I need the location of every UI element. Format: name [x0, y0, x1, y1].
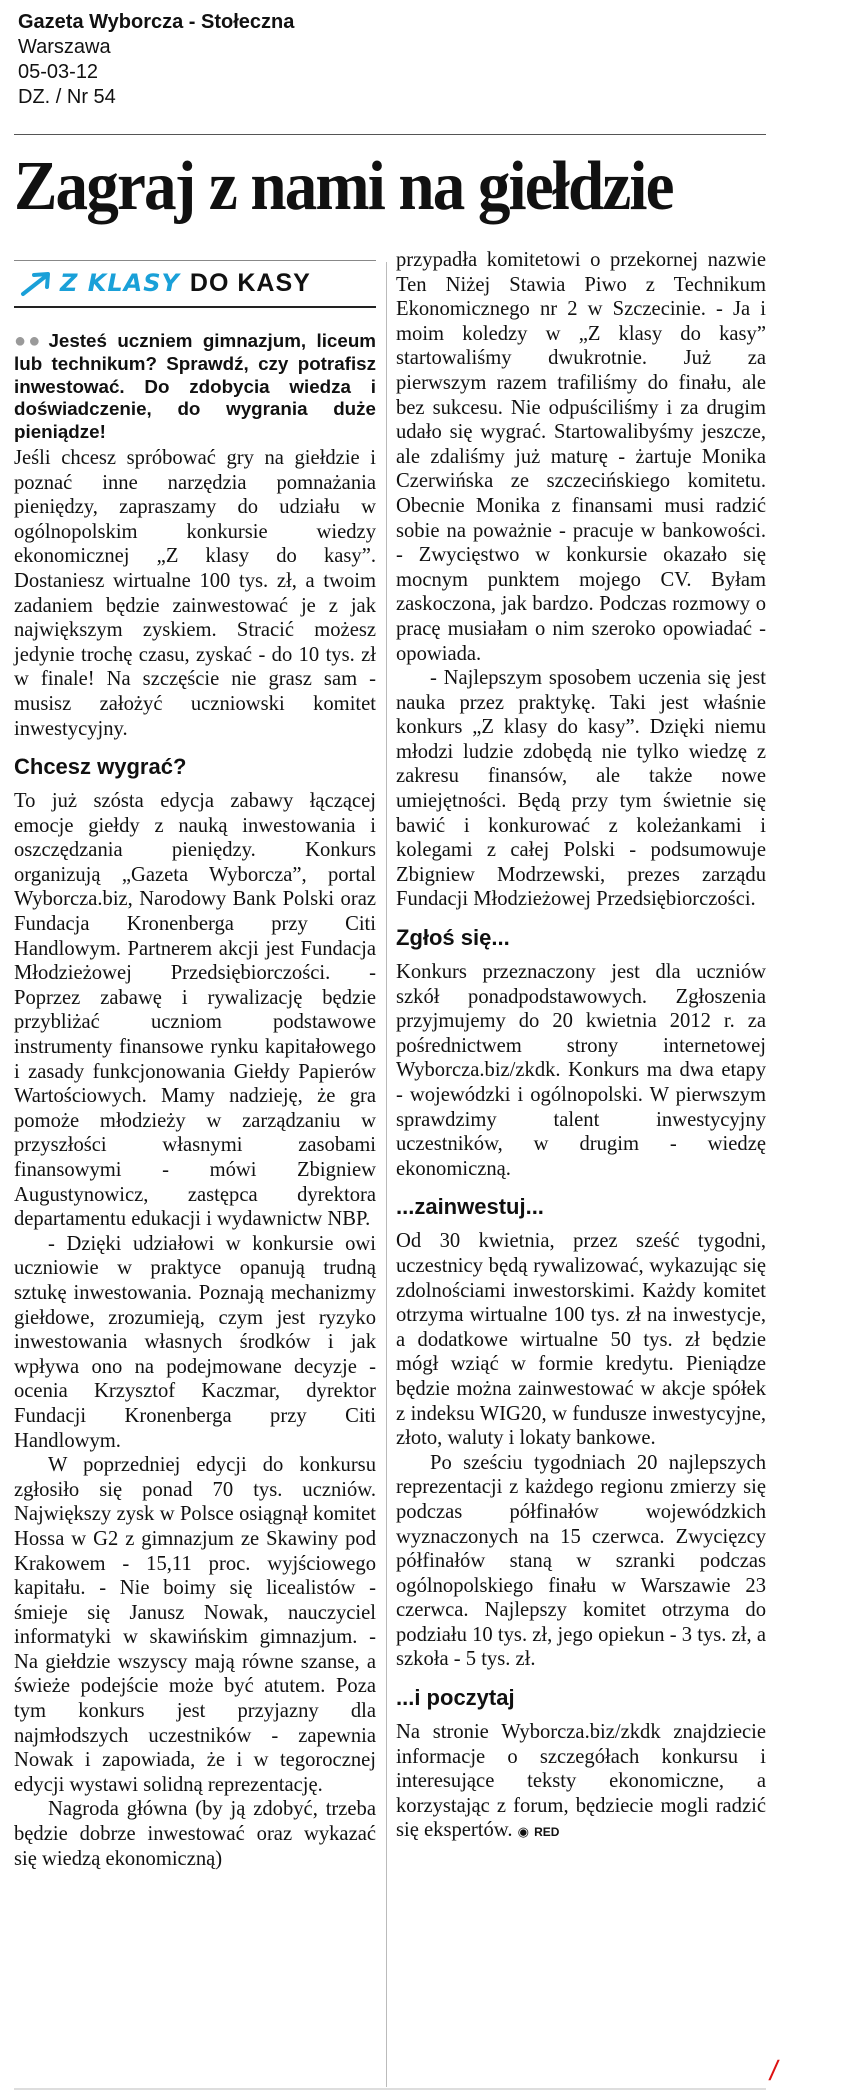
body-paragraph: To już szósta edycja zabawy łączącej emocje giełdy z nauką inwestowania i oszczędzania pieniędzy. Konkurs organizują „Gazeta Wyborcza”, portal Wyborcza.biz, Narodowy Bank Polski oraz Fundacja Kronenberga przy Citi Handlowym. Partnerem akcji jest Fundacja Młodzieżowej Przedsiębiorczości. - Poprzez zabawę i rywalizację będzie przybliżać uczniom podstawowe instrumenty finansowe rynku kapitałowego i zasady funkcjonowania Giełdy Papierów Wartościowych. Mamy nadzieję, że gra pomoże młodzieży w zarządzaniu w przyszłości własnymi zasobami finansowymi - mówi Zbigniew Augustynowicz, zastępca dyrektora departamentu edukacji i wydawnictw NBP. — [14, 790, 376, 1231]
arrow-up-right-icon — [20, 271, 54, 297]
body-paragraph: Konkurs przeznaczony jest dla uczniów szkół ponadpodstawowych. Zgłoszenia przyjmujemy do 20 kwietnia 2012 r. za pośrednictwem strony internetowej Wyborcza.biz/zkdk. Konkurs ma dwa etapy - wojewódzki i ogólnopolski. W pierwszym sprawdzimy talent inwestycyjny uczestników, w drugim - wiedzę ekonomiczną. — [396, 961, 766, 1180]
body-paragraph: Nagroda główna (by ją zdobyć, trzeba będzie dobrze inwestować oraz wykazać się wiedzą ekonomiczną) — [14, 1798, 376, 1870]
subhead-zainwestuj: ...zainwestuj... — [396, 1194, 544, 1220]
subhead-i-poczytaj: ...i poczytaj — [396, 1685, 515, 1711]
subhead-zglos-sie: Zgłoś się... — [396, 925, 510, 951]
publication-date: 05-03-12 — [18, 61, 99, 83]
column-divider — [386, 262, 387, 2087]
intro-paragraph: Jeśli chcesz spróbować gry na giełdzie i poznać inne narzędzia pomnażania pieniędzy, zapraszamy do udziału w ogólnopolskim konkursie wiedzy ekonomicznej „Z klasy do kasy”. Dostaniesz wirtualne 100 tys. zł, a twoim zadaniem będzie zainwestować je z jak największym zyskiem. Stracić możesz jedynie trochę czasu, zyskać - do 10 tys. zł w finale! Na szczęście nie grasz sam - musisz założyć uczniowski komitet inwestycyjny. — [14, 446, 376, 740]
closing-paragraph — [396, 1720, 766, 1845]
publication-city: Warszawa — [18, 36, 111, 58]
masthead — [18, 10, 418, 110]
left-column — [14, 260, 376, 1871]
body-paragraph: - Dzięki udziałowi w konkursie owi uczniowie w praktyce opanują trudną sztukę inwestowania. Poznają mechanizmy giełdowe, zrozumieją, czym jest ryzyko inwestowania własnych środków i jak wpływa ono na podejmowane decyzje - ocenia Krzysztof Kaczmar, dyrektor Fundacji Kronenberga przy Citi Handlowym. — [14, 1232, 376, 1452]
campaign-logo — [14, 260, 376, 308]
masthead-divider — [14, 134, 766, 135]
article-headline: Zagraj z nami na giełdzie — [14, 148, 673, 225]
publication-name: Gazeta Wyborcza - Stołeczna — [18, 11, 295, 33]
lead-text: Jesteś uczniem gimnazjum, liceum lub technikum? Sprawdź, czy potrafisz inwestować. Do zdobycia wiedza i doświadczenie, do wygrania duże pieniądze! — [14, 330, 376, 443]
end-slash-mark: / — [767, 2055, 781, 2086]
signature-dot-icon: ◉ — [517, 1824, 529, 1840]
subhead-chcesz-wygrac: Chcesz wygrać? — [14, 754, 187, 780]
body-paragraph: przypadła komitetowi o przekornej nazwie Ten Niżej Stawia Piwo z Technikum Ekonomicznego nr 2 w Szczecinie. - Ja i moim koledzy w „Z klasy do kasy” startowaliśmy dwukrotnie. Już za pierwszym razem trafiliśmy do finału, ale bez sukcesu. Nie odpuściliśmy i za drugim udało się wygrać. Startowalibyśmy jeszcze, ale zdaliśmy już maturę - żartuje Monika Czerwińska ze szczecińskiego komitetu. Obecnie Monika z finansami musi radzić sobie na poważnie - pracuje w bankowości. - Zwycięstwo w konkursie okazało się mocnym punktem mojego CV. Byłam zaskoczona, jak bardzo. Podczas rozmowy o pracę musiałam o nim szeroko opowiadać - opowiada. — [396, 249, 766, 665]
body-paragraph: Od 30 kwietnia, przez sześć tygodni, uczestnicy będą rywalizować, wykazując się zdolnościami inwestorskimi. Każdy komitet otrzyma wirtualne 100 tys. zł na inwestycje, a dodatkowe wirtualne 50 tys. zł będzie mógł wziąć w formie kredytu. Pieniądze będzie można zainwestować w akcje spółek z indeksu WIG20, w fundusze inwestycyjne, złoto, waluty i lokaty bankowe. — [396, 1230, 766, 1450]
author-signature: RED — [534, 1825, 560, 1840]
right-column — [396, 248, 766, 1845]
article-lead — [14, 330, 376, 444]
logo-bold-text: DO KASY — [189, 269, 311, 298]
closing-text: Na stronie Wyborcza.biz/zkdk znajdziecie informacje o szczegółach konkursu i interesujące teksty ekonomiczne, a korzystając z forum, będziecie mogli radzić się ekspertów. — [396, 1721, 766, 1842]
lead-dots-icon: ●● — [14, 330, 43, 352]
body-paragraph: Po sześciu tygodniach 20 najlepszych reprezentacji z każdego regionu zmierzy się podczas półfinałów wojewódzkich wyznaczonych na 15 czerwca. Zwycięzcy półfinałów staną w szranki podczas ogólnopolskiego finału w Warszawie 23 czerwca. Najlepszy komitet otrzyma do podziału 10 tys. zł, jego opiekun - 3 tys. zł, a szkoła - 5 tys. zł. — [396, 1451, 766, 1671]
bottom-border — [14, 2088, 766, 2090]
body-paragraph: - Najlepszym sposobem uczenia się jest nauka przez praktykę. Taki jest właśnie konkurs „Z klasy do kasy”. Dzięki niemu młodzi ludzie zdobędą nie tylko wiedzę z zakresu finansów, ale także nowe umiejętności. Będą przy tym świetnie się bawić i konkurować z koleżankami i kolegami z całej Polski - podsumowuje Zbigniew Modrzewski, prezes zarządu Fundacji Młodzieżowej Przedsiębiorczości. — [396, 667, 766, 911]
logo-script-text: Z KLASY — [60, 269, 180, 298]
issue-number: DZ. / Nr 54 — [18, 86, 116, 108]
body-paragraph: W poprzedniej edycji do konkursu zgłosiło się ponad 70 tys. uczniów. Największy zysk w Polsce osiągnął komitet Hossa w G2 z gimnazjum ze Skawiny pod Krakowem - 15,11 proc. wyjściowego kapitału. - Nie boimy się licealistów - śmieje się Janusz Nowak, nauczyciel informatyki w skawińskim gimnazjum. - Na giełdzie wszyscy mają równe szanse, a świeże podejście może być atutem. Poza tym konkurs jest przyjazny dla najmłodszych uczestników - zapewnia Nowak i zapowiada, że i w tegorocznej edycji wystawi solidną reprezentację. — [14, 1454, 376, 1796]
